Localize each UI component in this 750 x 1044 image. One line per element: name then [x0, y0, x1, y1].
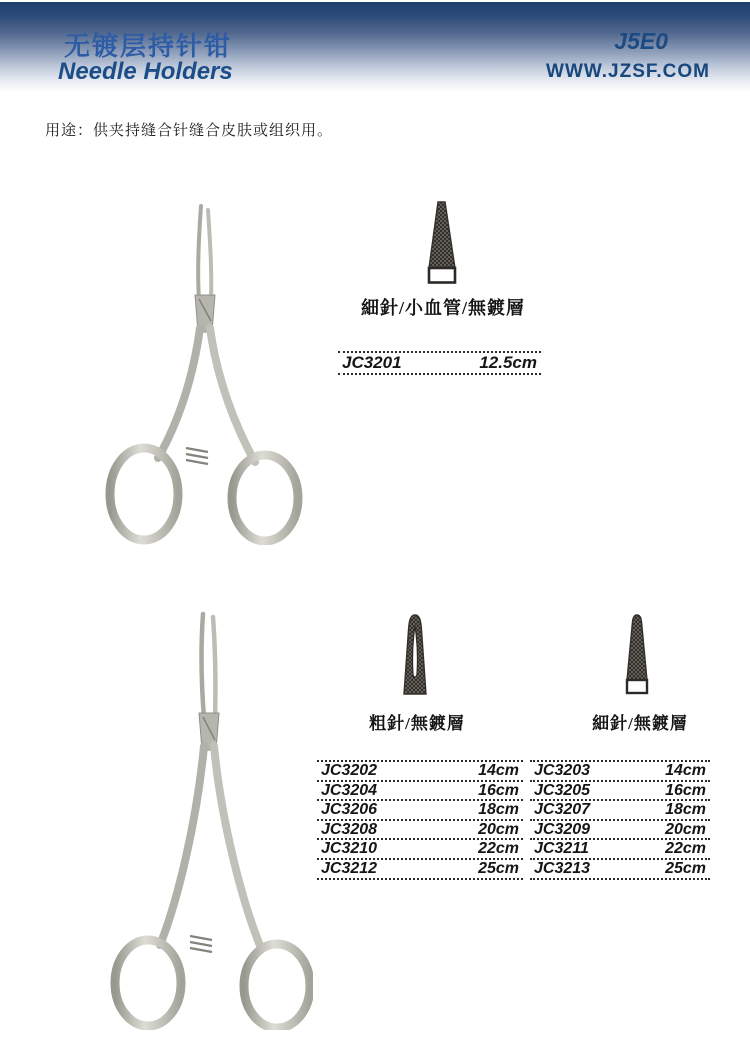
product-size: 22cm	[478, 840, 519, 858]
product-size: 20cm	[478, 820, 519, 838]
table-row	[317, 860, 523, 880]
jaw-tip-diagram-fine-small-vessel	[427, 201, 457, 285]
product-size: 16cm	[665, 781, 706, 799]
page-code: J5E0	[614, 28, 668, 54]
needle-holder-photo-large	[108, 610, 313, 1030]
product-code: JC3208	[321, 820, 378, 838]
table-row	[530, 821, 710, 841]
jaw-tip-diagram-coarse	[402, 614, 428, 696]
product-size: 18cm	[478, 801, 519, 819]
table-row	[530, 860, 710, 880]
product-size: 18cm	[665, 801, 706, 819]
table-row	[530, 782, 710, 802]
table-row	[317, 821, 523, 841]
product-code: JC3203	[534, 762, 591, 779]
product-size: 16cm	[478, 781, 519, 799]
product-size: 14cm	[478, 762, 519, 779]
product-code: JC3211	[534, 840, 589, 858]
tip-label-2-left: 粗針/無鍍層	[369, 714, 465, 733]
spec-table-2	[317, 760, 710, 880]
product-code: JC3206	[321, 801, 378, 819]
product-code: JC3209	[534, 820, 591, 838]
table-row	[317, 840, 523, 860]
table-row	[530, 762, 710, 782]
header-banner	[0, 2, 750, 92]
table-row	[317, 762, 523, 782]
website-url: WWW.JZSF.COM	[546, 61, 710, 82]
product-code: JC3201	[342, 353, 402, 372]
spec-table-1	[338, 351, 541, 375]
product-code: JC3205	[534, 781, 591, 799]
page-title-zh: 无镀层持针钳	[64, 31, 233, 61]
spec-table-2-left	[317, 760, 523, 880]
table-row	[317, 782, 523, 802]
jaw-tip-diagram-fine	[624, 614, 650, 698]
product-code: JC3210	[321, 840, 378, 858]
product-code: JC3213	[534, 859, 591, 877]
table-row	[530, 840, 710, 860]
product-size: 12.5cm	[479, 353, 537, 372]
product-size: 20cm	[665, 820, 706, 838]
tip-label-2-right: 細針/無鍍層	[592, 714, 688, 733]
product-size: 25cm	[665, 859, 706, 877]
product-size: 25cm	[478, 859, 519, 877]
usage-note: 用途：供夹持缝合针缝合皮肤或组织用。	[45, 122, 334, 139]
product-code: JC3204	[321, 781, 378, 799]
table-row	[317, 801, 523, 821]
product-code: JC3207	[534, 801, 591, 819]
table-row	[530, 801, 710, 821]
product-size: 22cm	[665, 840, 706, 858]
product-code: JC3212	[321, 859, 378, 877]
needle-holder-photo-small	[105, 200, 305, 545]
product-code: JC3202	[321, 762, 378, 779]
table-row	[338, 353, 541, 373]
page-title-en: Needle Holders	[58, 58, 233, 85]
spec-table-2-right	[530, 760, 710, 880]
tip-label-1: 細針/小血管/無鍍層	[360, 298, 525, 318]
product-size: 14cm	[665, 762, 706, 779]
